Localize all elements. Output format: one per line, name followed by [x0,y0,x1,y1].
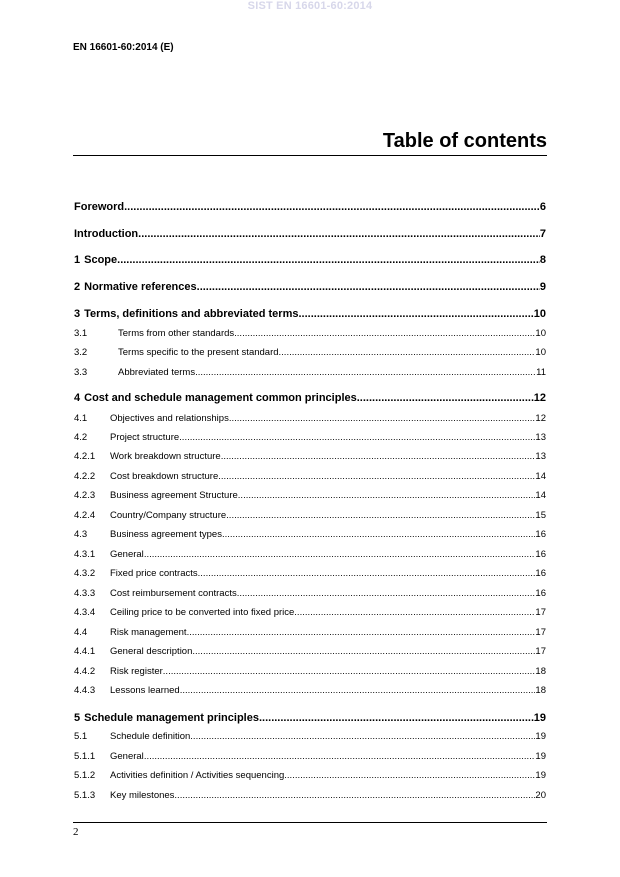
toc-entry[interactable] [74,730,546,743]
toc-entry-page: 17 [535,627,546,638]
toc-entry-number: 4.4 [74,627,88,638]
toc-dot-leader [294,606,535,619]
toc-entry[interactable] [74,412,546,425]
toc-entry-page: 19 [535,731,546,742]
toc-entry-label: Introduction [74,228,139,240]
toc-entry[interactable] [74,509,546,522]
toc-entry-number: 3.3 [74,367,88,378]
toc-entry-page: 8 [539,254,546,266]
toc-dot-leader [180,684,536,697]
toc-entry-page: 17 [535,646,546,657]
toc-entry-number: 4.2 [74,432,88,443]
toc-dot-leader [284,769,535,782]
toc-entry[interactable] [74,200,546,214]
toc-entry-label: Lessons learned [110,685,180,696]
toc-dot-leader [218,470,535,483]
toc-entry-number: 5.1.1 [74,751,96,762]
toc-entry-page: 13 [535,432,546,443]
toc-entry-number: 5 [74,712,81,724]
toc-entry-page: 18 [535,666,546,677]
toc-entry-page: 17 [535,607,546,618]
toc-entry-number: 4.2.1 [74,451,96,462]
toc-entry-page: 18 [535,685,546,696]
toc-entry[interactable] [74,789,546,802]
toc-entry-label: Key milestones [110,790,175,801]
toc-entry-number: 4.2.3 [74,490,96,501]
toc-entry-number: 4.3.1 [74,549,96,560]
toc-dot-leader [222,528,535,541]
toc-dot-leader [259,711,534,725]
toc-entry-page: 12 [535,413,546,424]
toc-entry-label: General description [110,646,193,657]
toc-entry-page: 16 [535,588,546,599]
toc-entry-page: 20 [535,790,546,801]
toc-dot-leader [279,346,536,359]
toc-entry-page: 19 [533,712,546,724]
toc-dot-leader [234,327,535,340]
toc-entry-number: 4.4.3 [74,685,96,696]
toc-entry-page: 16 [535,549,546,560]
toc-entry-page: 12 [533,392,546,404]
toc-entry-label: Work breakdown structure [110,451,221,462]
toc-entry-number: 4.2.4 [74,510,96,521]
toc-entry-page: 19 [535,770,546,781]
toc-entry[interactable] [74,548,546,561]
toc-entry[interactable] [74,227,546,241]
toc-entry-label: Schedule definition [110,731,191,742]
toc-entry-label: Terms specific to the present standard [118,347,279,358]
toc-dot-leader [144,548,536,561]
toc-entry[interactable] [74,346,546,359]
toc-dot-leader [237,587,536,600]
toc-entry[interactable] [74,567,546,580]
toc-entry-label: Cost reimbursement contracts [110,588,237,599]
toc-entry-label: Activities definition / Activities sequencing [110,770,285,781]
document-id: EN 16601-60:2014 (E) [73,42,174,53]
toc-dot-leader [179,431,535,444]
toc-entry-label: Project structure [110,432,180,443]
toc-entry[interactable] [74,366,546,379]
toc-entry-number: 5.1.2 [74,770,96,781]
toc-entry-page: 19 [535,751,546,762]
toc-dot-leader [124,200,540,214]
toc-entry-label: General [110,549,144,560]
toc-dot-leader [226,509,535,522]
toc-entry-label: General [110,751,144,762]
toc-entry-number: 4.3.2 [74,568,96,579]
page-title: Table of contents [382,130,547,152]
toc-dot-leader [144,750,536,763]
toc-entry-number: 3.1 [74,328,88,339]
toc-entry-number: 4.1 [74,413,88,424]
toc-dot-leader [174,789,535,802]
toc-dot-leader [138,227,540,241]
watermark: SIST EN 16601-60:2014 [247,0,373,12]
toc-entry[interactable] [74,711,546,725]
toc-entry[interactable] [74,253,546,267]
toc-entry-number: 4 [74,392,81,404]
toc-entry[interactable] [74,684,546,697]
toc-entry-number: 4.3.3 [74,588,96,599]
toc-entry-page: 15 [535,510,546,521]
toc-entry[interactable] [74,470,546,483]
toc-entry-label: Business agreement Structure [110,490,238,501]
toc-entry-number: 4.4.1 [74,646,96,657]
toc-entry[interactable] [74,587,546,600]
toc-entry-label: Terms from other standards [118,328,235,339]
toc-entry-page: 16 [535,568,546,579]
footer-divider [73,822,547,823]
toc-dot-leader [357,391,534,405]
toc-entry-number: 5.1.3 [74,790,96,801]
toc-entry-label: Country/Company structure [110,510,227,521]
toc-entry-label: Ceiling price to be converted into fixed price [110,607,295,618]
toc-entry[interactable] [74,280,546,294]
toc-dot-leader [198,567,536,580]
toc-entry-number: 4.4.2 [74,666,96,677]
toc-entry-page: 10 [535,328,546,339]
toc-entry[interactable] [74,665,546,678]
toc-entry-number: 1 [74,254,81,266]
page-number: 2 [73,826,79,838]
toc-entry[interactable] [74,307,546,321]
toc-entry-label: Risk register [110,666,163,677]
toc-entry-label: Cost breakdown structure [110,471,219,482]
toc-entry[interactable] [74,450,546,463]
toc-entry-label: Business agreement types [110,529,222,540]
toc-dot-leader [190,730,535,743]
toc-dot-leader [192,645,535,658]
toc-entry[interactable] [74,750,546,763]
toc-entry-page: 14 [535,490,546,501]
toc-entry[interactable] [74,489,546,502]
toc-entry[interactable] [74,645,546,658]
toc-entry-page: 13 [535,451,546,462]
toc-entry-page: 10 [533,308,546,320]
toc-entry-page: 10 [535,347,546,358]
toc-entry[interactable] [74,327,546,340]
toc-entry[interactable] [74,391,546,405]
toc-dot-leader [117,253,540,267]
toc-entry-number: 2 [74,281,81,293]
toc-entry-label: Fixed price contracts [110,568,198,579]
toc-dot-leader [163,665,536,678]
toc-entry-label: Risk management [110,627,187,638]
toc-entry-page: 11 [536,367,546,378]
toc-entry-page: 7 [539,228,546,240]
toc-entry-label: Normative references [84,281,197,293]
toc-entry-number: 4.3 [74,529,88,540]
toc-entry-number: 3 [74,308,81,320]
toc-entry-page: 16 [535,529,546,540]
toc-dot-leader [197,280,540,294]
toc-entry-page: 14 [535,471,546,482]
toc-entry-page: 6 [539,201,546,213]
toc-dot-leader [187,626,536,639]
toc-dot-leader [298,307,533,321]
toc-entry-label: Terms, definitions and abbreviated terms [84,308,299,320]
toc-dot-leader [229,412,536,425]
toc-entry-label: Objectives and relationships [110,413,229,424]
toc-entry-label: Cost and schedule management common principles [84,392,357,404]
toc-entry-number: 3.2 [74,347,88,358]
toc-entry-label: Abbreviated terms [118,367,196,378]
toc-dot-leader [195,366,536,379]
toc-entry-page: 9 [539,281,546,293]
toc-entry[interactable] [74,769,546,782]
toc-entry-label: Scope [84,254,118,266]
toc-entry[interactable] [74,431,546,444]
toc-entry-number: 4.2.2 [74,471,96,482]
toc-dot-leader [238,489,536,502]
toc-dot-leader [221,450,536,463]
toc-entry-label: Schedule management principles [84,712,259,724]
toc-entry[interactable] [74,528,546,541]
toc-entry[interactable] [74,606,546,619]
toc-entry[interactable] [74,626,546,639]
toc-entry-number: 4.3.4 [74,607,96,618]
toc-entry-number: 5.1 [74,731,88,742]
toc-entry-label: Foreword [74,201,125,213]
